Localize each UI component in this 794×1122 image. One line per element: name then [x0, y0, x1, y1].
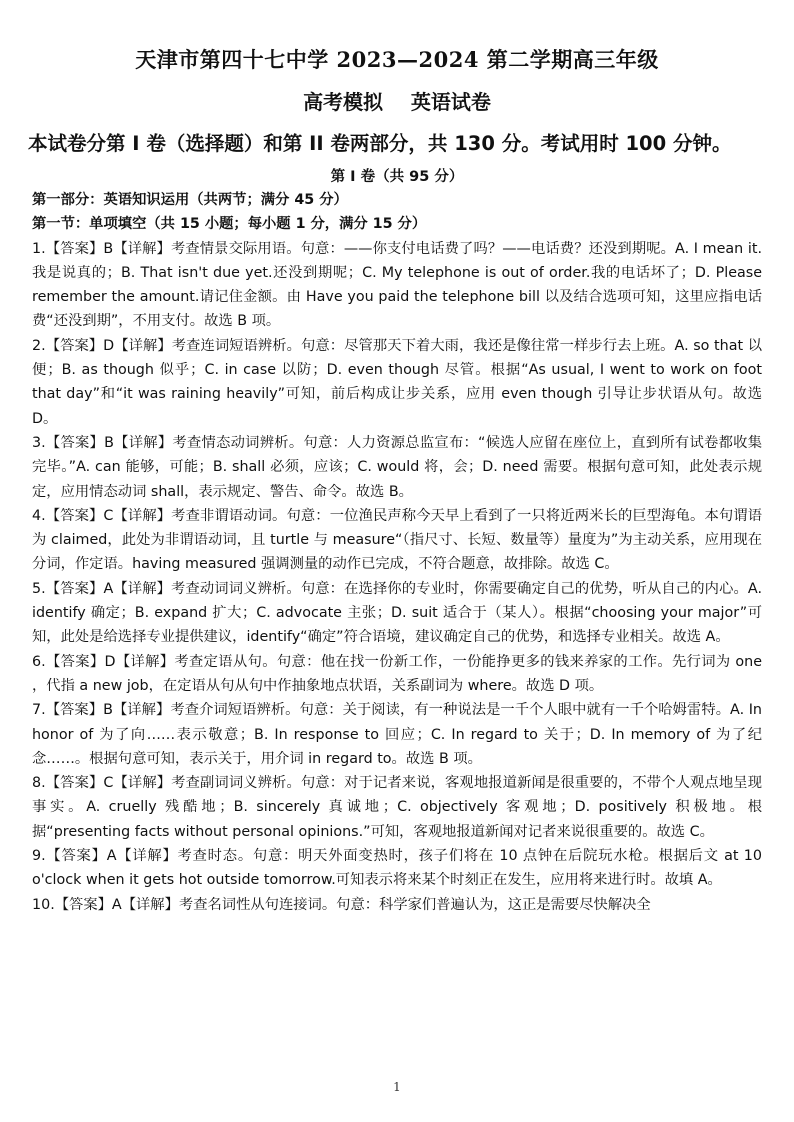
- exam-intro: 本试卷分第 I 卷（选择题）和第 II 卷两部分，共 130 分。考试用时 100 分钟。: [28, 132, 732, 155]
- answer-item: 4.【答案】C【详解】考查非谓语动词。句意：一位渔民声称今天早上看到了一只将近两米长的巨型海龟。本句谓语为 claimed，此处为非谓语动词，且 turtle 与 measure“（指尺寸、长短、数量等）量度为”为主动关系，应用现在分词，作定语。having measured 强调测量的动作已完成，不符合题意，故排除。故选 C。: [32, 507, 762, 573]
- answer-item: 3.【答案】B【详解】考查情态动词辨析。句意：人力资源总监宣布：“候选人应留在座位上，直到所有试卷都收集完毕。”A. can 能够，可能；B. shall 必须，应该；C. would 将，会；D. need 需要。根据句意可知，此处表示规定，应用情态动词 shall，表示规定、警告、命令。故选 B。: [32, 434, 762, 500]
- part-title: 第 I 卷（共 95 分）: [330, 169, 464, 185]
- answer-item: 8.【答案】C【详解】考查副词词义辨析。句意：对于记者来说，客观地报道新闻是很重要的，不带个人观点地呈现事实。A. cruelly 残酷地；B. sincerely 真诚地；C. objectively 客观地；D. positively 积极地。根据“presenting facts without personal opinions.”可知，客观地报道新闻对记者来说很重要的。故选 C。: [32, 775, 762, 840]
- answer-item: 7.【答案】B【详解】考查介词短语辨析。句意：关于阅读，有一种说法是一千个人眼中就有一千个哈姆雷特。A. In honor of 为了向……表示敬意；B. In response to 回应；C. In regard to 关于；D. In memory of 为了纪念……。根据句意可知，表示关于，用介词 in regard to。故选 B 项。: [32, 702, 762, 767]
- answer-item: 6.【答案】D【详解】考查定语从句。句意：他在找一份新工作，一份能挣更多的钱来养家的工作。先行词为 one ，代指 a new job，在定语从句从句中作抽象地点状语，关系副词为 where。故选 D 项。: [32, 653, 762, 694]
- answer-item: 2.【答案】D【详解】考查连词短语辨析。句意：尽管那天下着大雨，我还是像往常一样步行去上班。A. so that 以便；B. as though 似乎；C. in case 以防；D. even though 尽管。根据“As usual, I went to work on foot that day”和“it was raining heavily”可知，前后构成让步关系，应用 even though 引导让步状语从句。故选 D。: [32, 337, 762, 427]
- section-heading: 第一节：单项填空（共 15 小题；每小题 1 分，满分 15 分）: [32, 216, 427, 233]
- answer-item: 1.【答案】B【详解】考查情景交际用语。句意：——你支付电话费了吗？——电话费？还没到期呢。A. I mean it.我是说真的；B. That isn't due yet.还没到期呢；C. My telephone is out of order.我的电话坏了；D. Please remember the amount.请记住金额。由 Have you paid the telephone bill 以及结合选项可知，这里应指电话费“还没到期”，不用支付。故选 B 项。: [32, 240, 762, 330]
- exam-title: 天津市第四十七中学 2023—2024 第二学期高三年级: [135, 47, 659, 72]
- exam-subtitle: 高考模拟 英语试卷: [303, 90, 491, 114]
- page-number: 1: [393, 1080, 401, 1094]
- answer-item: 10.【答案】A【详解】考查名词性从句连接词。句意：科学家们普遍认为，这正是需要尽快解决全: [32, 896, 651, 913]
- section-heading: 第一部分：英语知识运用（共两节；满分 45 分）: [32, 192, 348, 208]
- answer-content: [32, 188, 762, 917]
- answer-item: 9.【答案】A【详解】考查时态。句意：明天外面变热时，孩子们将在 10 点钟在后院玩水枪。根据后文 at 10 o'clock when it gets hot outside tomorrow.可知表示将来某个时刻正在发生，应用将来进行时。故填 A。: [32, 848, 762, 889]
- answer-item: 5.【答案】A【详解】考查动词词义辨析。句意：在选择你的专业时，你需要确定自己的优势，听从自己的内心。A. identify 确定；B. expand 扩大；C. advocate 主张；D. suit 适合于（某人）。根据“choosing your major”可知，此处是给选择专业提供建议，identify“确定”符合语境，建议确定自己的优势，和选择专业相关。故选 A。: [32, 580, 762, 646]
